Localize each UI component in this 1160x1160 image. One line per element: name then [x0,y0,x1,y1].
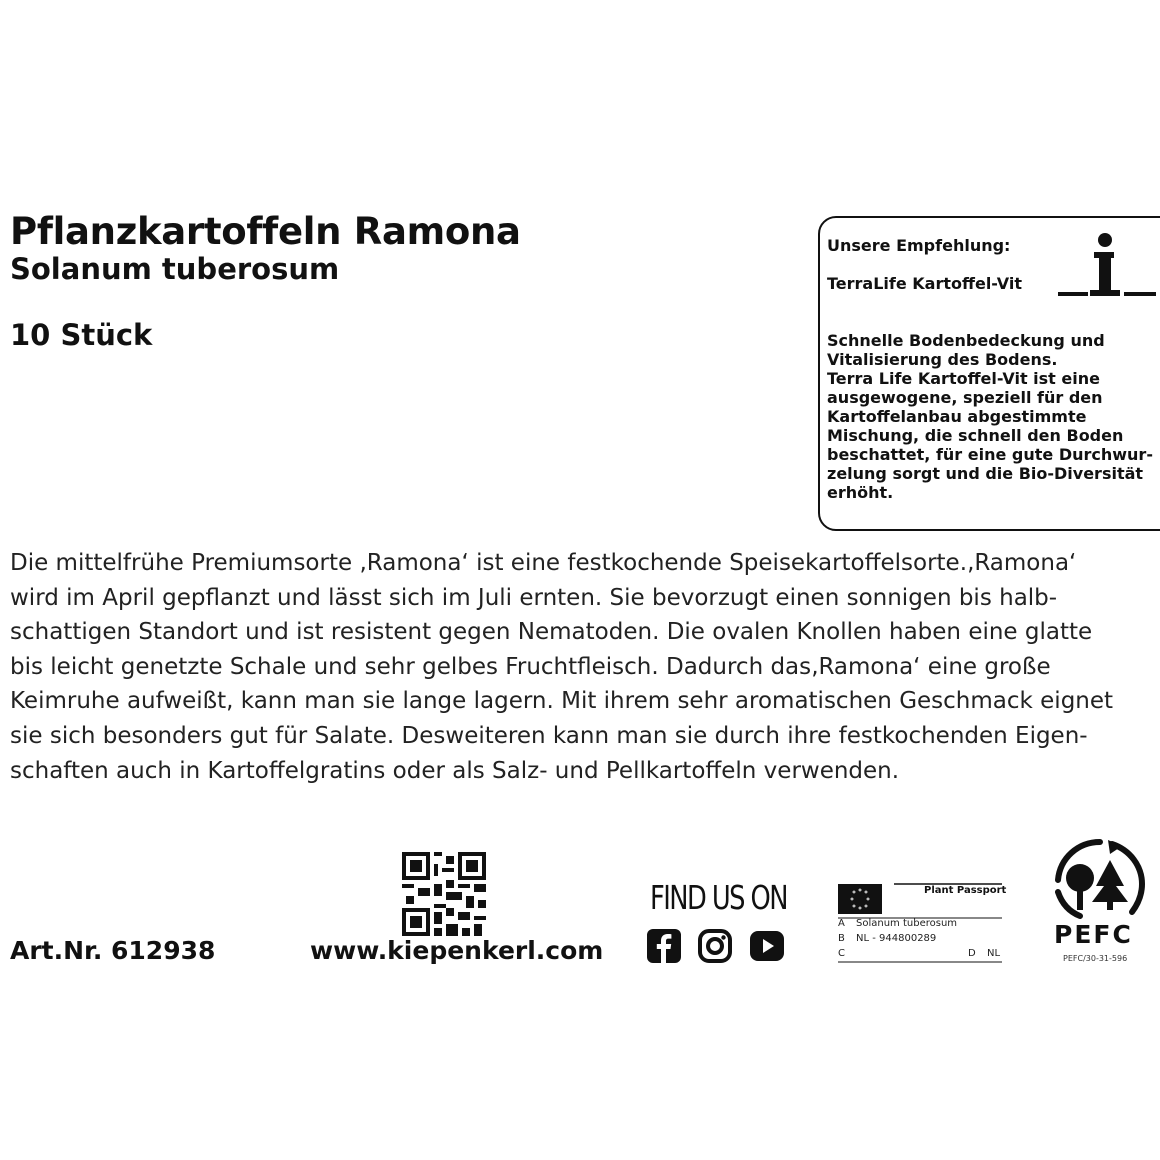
info-line: Kartoffelanbau abgestimmte [827,407,1087,426]
qr-code-icon [402,852,486,936]
article-number: Art.Nr. 612938 [10,936,216,965]
description-line: bis leicht genetzte Schale und sehr gelbes Fruchtfleisch. Dadurch das‚Ramona‘ eine große [10,653,1051,680]
info-line: ausgewogene, speziell für den [827,388,1103,407]
instagram-icon[interactable] [697,928,733,964]
package-count: 10 Stück [10,318,153,352]
product-title: Pflanzkartoffeln Ramona [10,210,521,253]
info-icon [1058,228,1156,302]
info-line: Mischung, die schnell den Boden [827,426,1124,445]
recommended-product: TerraLife Kartoffel-Vit [827,274,1023,293]
plant-passport-label: Plant Passport [924,885,1007,896]
botanical-name: Solanum tuberosum [10,252,340,286]
youtube-icon[interactable] [749,928,785,964]
info-line: beschattet, für eine gute Durchwur- [827,445,1153,464]
passport-field-d: D [968,948,976,959]
info-line: Vitalisierung des Bodens. [827,350,1058,369]
info-line: zelung sorgt und die Bio-Diversität [827,464,1144,483]
passport-field-c: C [838,948,845,959]
passport-value-a: Solanum tuberosum [856,918,958,929]
description-line: Die mittelfrühe Premiumsorte ‚Ramona‘ ist eine festkochende Speisekartoffelsorte.‚Ramona‘ [10,550,1077,576]
facebook-icon[interactable] [646,928,682,964]
passport-field-b: B [838,933,845,944]
passport-value-b: NL - 944800289 [856,933,937,944]
website-link[interactable]: www.kiepenkerl.com [310,936,604,965]
description-line: sie sich besonders gut für Salate. Desweiteren kann man sie durch ihre festkochenden Eigen- [10,722,1088,749]
recommendation-heading: Unsere Empfehlung: [827,236,1011,255]
find-us-label: FIND US ON [650,878,787,917]
eu-flag-icon [838,884,882,914]
description-line: schattigen Standort und ist resistent gegen Nematoden. Die ovalen Knollen haben eine glatte [10,619,1093,646]
description-line: Keimruhe aufweißt, kann man sie lange lagern. Mit ihrem sehr aromatischen Geschmack eignet [10,688,1114,715]
info-line: Terra Life Kartoffel-Vit ist eine [827,369,1100,388]
pefc-code: PEFC/30-31-596 [1063,954,1128,963]
recommendation-description [827,331,1153,502]
pefc-label: PEFC [1054,920,1133,949]
description-line: wird im April gepflanzt und lässt sich im Juli ernten. Sie bevorzugt einen sonnigen bis halb- [10,584,1058,611]
passport-value-d: NL [987,948,1001,959]
info-line: erhöht. [827,483,894,502]
passport-field-a: A [838,918,845,929]
variety-description [10,546,1155,788]
info-line: Schnelle Bodenbedeckung und [827,331,1105,350]
description-line: schaften auch in Kartoffelgratins oder als Salz- und Pellkartoffeln verwenden. [10,757,900,784]
